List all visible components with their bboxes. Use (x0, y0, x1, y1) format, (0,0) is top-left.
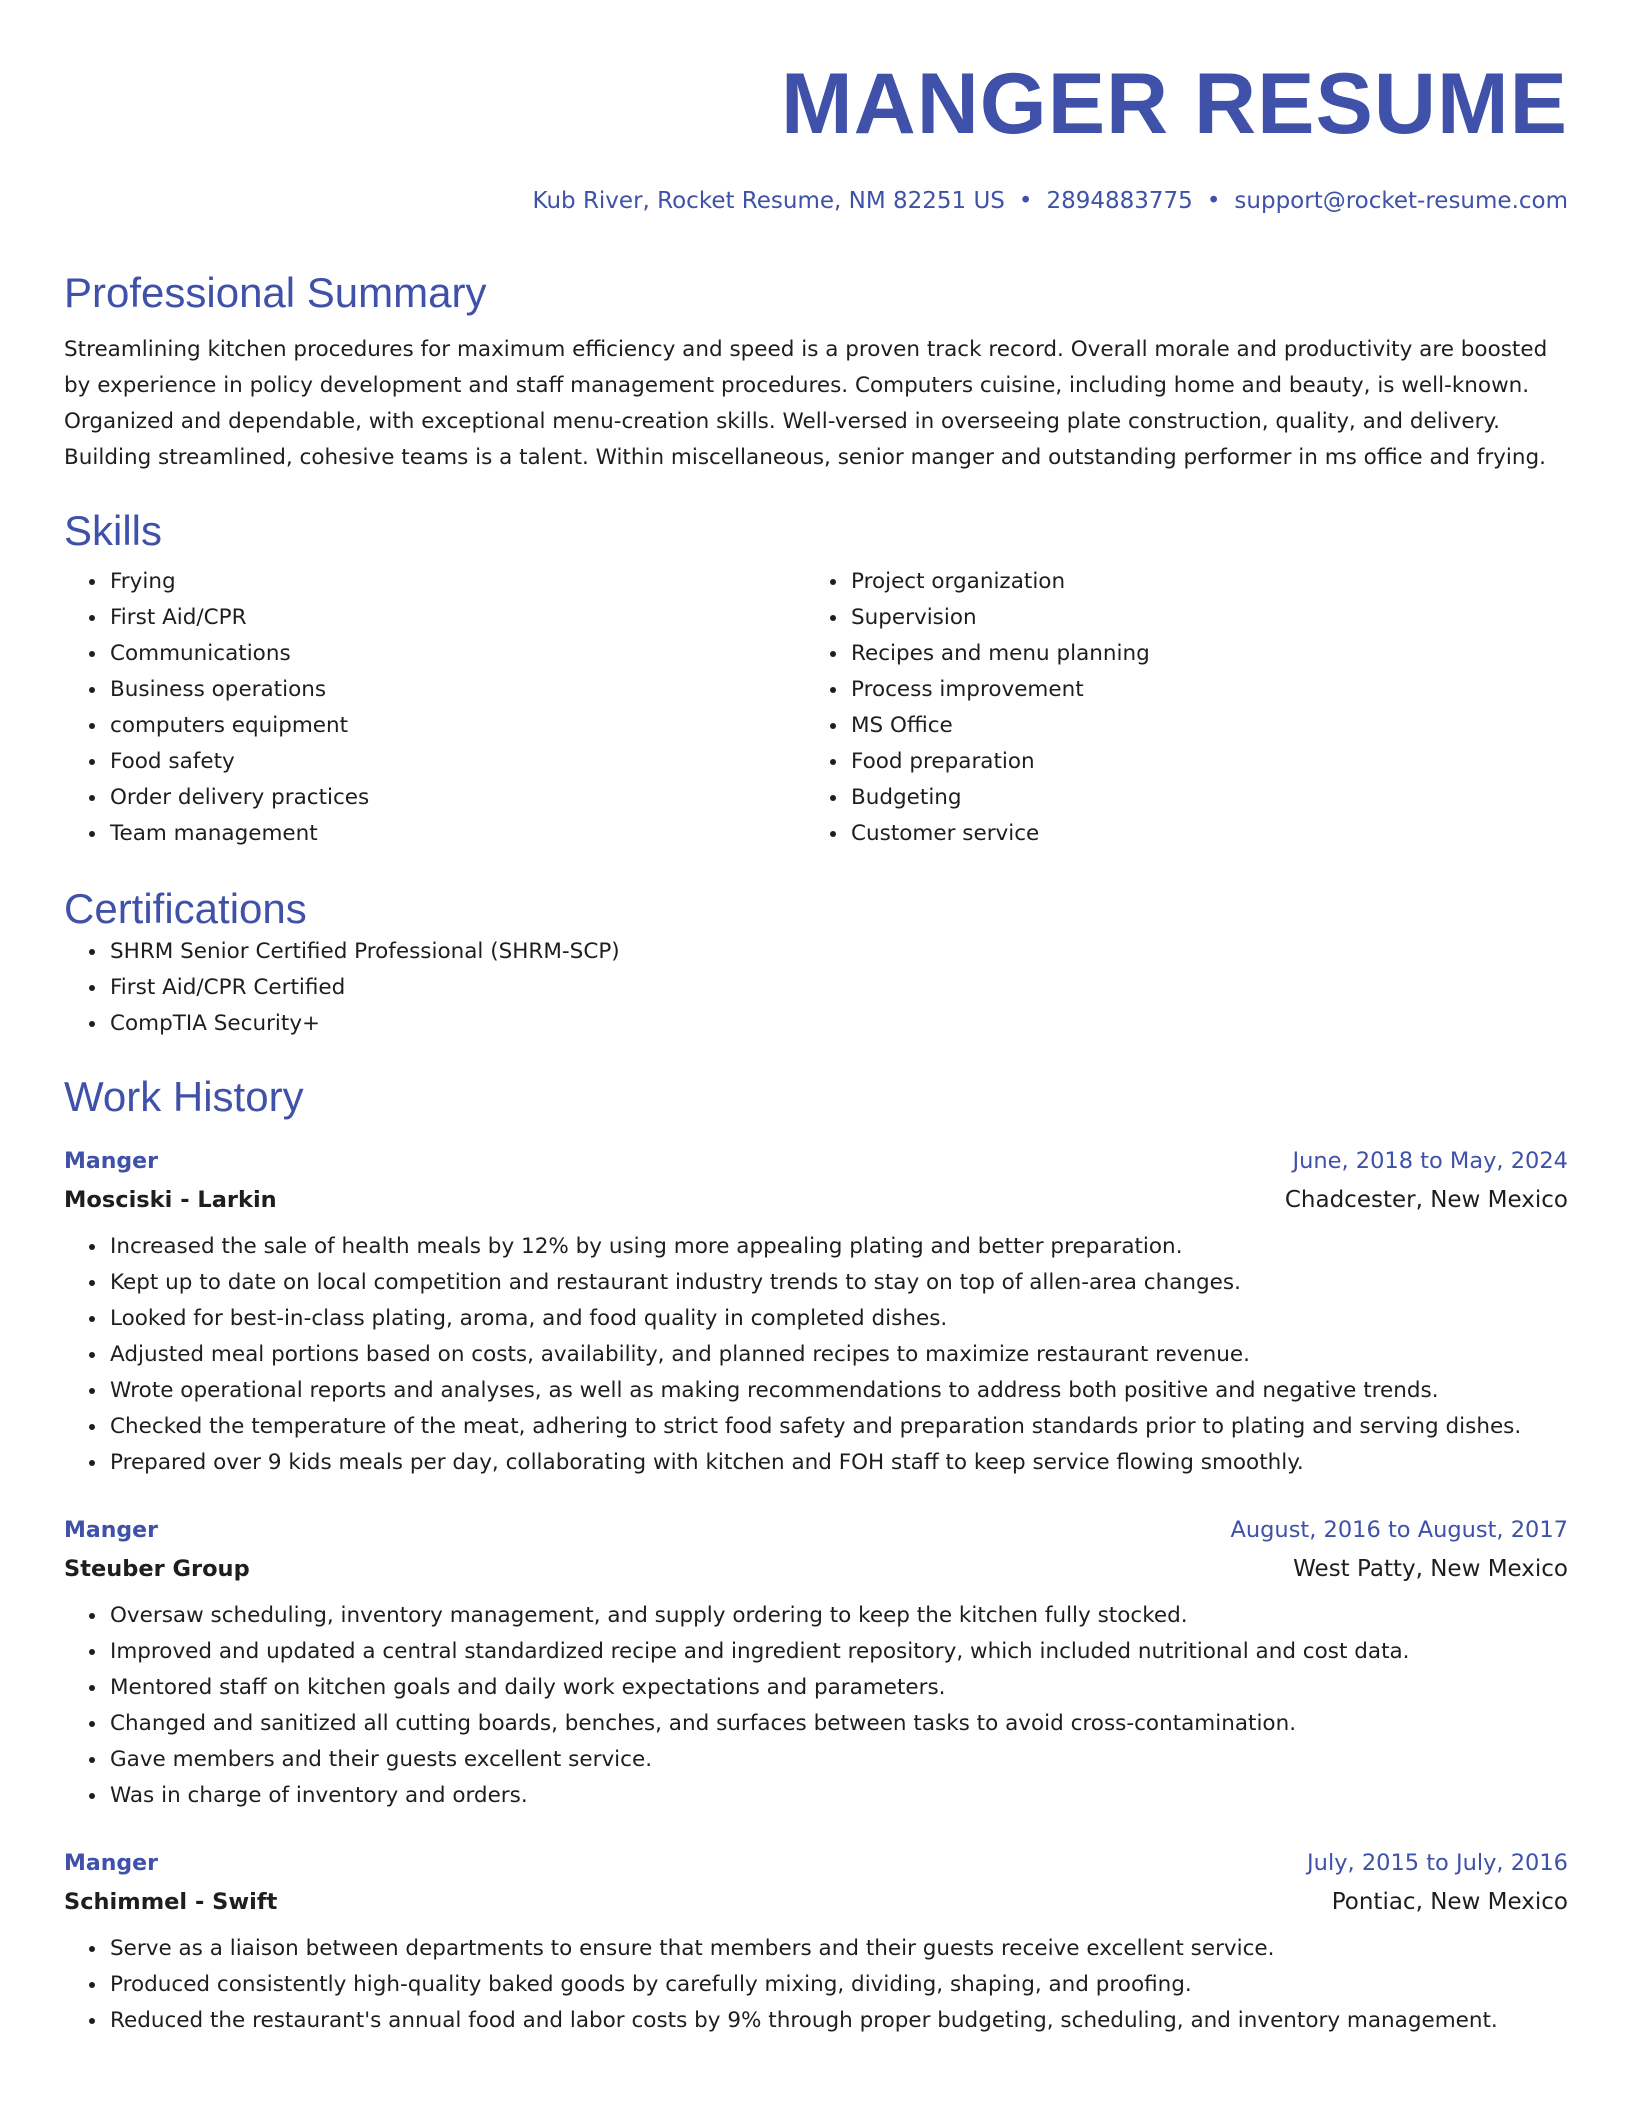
job-header-row (64, 1844, 1568, 1883)
job-duty-item: • Adjusted meal portions based on costs, availability, and planned recipes to maximize restaurant revenue. (108, 1337, 1568, 1373)
skill-item: • Customer service (849, 816, 1546, 852)
job-dates: June, 2018 to May, 2024 (1292, 1148, 1568, 1174)
skills-column-left (64, 564, 805, 852)
job-location: Chadcester, New Mexico (1284, 1187, 1568, 1213)
skills-heading: Skills (64, 507, 163, 554)
skill-item: • Recipes and menu planning (849, 636, 1546, 672)
job-location: West Patty, New Mexico (1293, 1556, 1568, 1582)
skill-item: • Project organization (849, 564, 1546, 600)
job-company-row (64, 1550, 1568, 1588)
skills-list-right (805, 564, 1546, 852)
skills-column-right (805, 564, 1546, 852)
job-duty-item: • Oversaw scheduling, inventory management, and supply ordering to keep the kitchen fully stocked. (108, 1598, 1568, 1634)
skill-item: • Team management (108, 816, 805, 852)
skill-item: • Frying (108, 564, 805, 600)
job-duties-list (64, 1229, 1568, 1481)
resume-name: MANGER RESUME (780, 56, 1568, 152)
job-duties-list (64, 1598, 1568, 1814)
contact-separator: • (1206, 188, 1221, 214)
certifications-heading: Certifications (64, 885, 307, 932)
skill-item: • Order delivery practices (108, 780, 805, 816)
certification-item: • SHRM Senior Certified Professional (SHRM-SCP) (108, 934, 1568, 970)
job-company: Steuber Group (64, 1556, 250, 1582)
contact-line (64, 186, 1568, 216)
skills-grid (64, 564, 1568, 852)
job-company-row (64, 1181, 1568, 1219)
job-company: Schimmel - Swift (64, 1889, 278, 1915)
contact-phone: 2894883775 (1046, 188, 1193, 214)
skill-item: • Process improvement (849, 672, 1546, 708)
job-duty-item: • Kept up to date on local competition and restaurant industry trends to stay on top of allen-area changes. (108, 1265, 1568, 1301)
job-duty-item: • Increased the sale of health meals by 12% by using more appealing plating and better preparation. (108, 1229, 1568, 1265)
skill-item: • Communications (108, 636, 805, 672)
job-header-row (64, 1511, 1568, 1550)
job-duty-item: • Serve as a liaison between departments to ensure that members and their guests receive excellent service. (108, 1931, 1568, 1967)
skill-item: • Business operations (108, 672, 805, 708)
skill-item: • First Aid/CPR (108, 600, 805, 636)
job-dates: July, 2015 to July, 2016 (1307, 1850, 1568, 1876)
skill-item: • Supervision (849, 600, 1546, 636)
job-duty-item: • Was in charge of inventory and orders. (108, 1778, 1568, 1814)
job-duty-item: • Changed and sanitized all cutting boards, benches, and surfaces between tasks to avoid cross-contamination. (108, 1706, 1568, 1742)
skills-list-left (64, 564, 805, 852)
job-duty-item: • Improved and updated a central standardized recipe and ingredient repository, which included nutritional and cost data. (108, 1634, 1568, 1670)
summary-heading: Professional Summary (64, 269, 487, 316)
job-entry (64, 1844, 1568, 2039)
contact-address: Kub River, Rocket Resume, NM 82251 US (532, 188, 1005, 214)
job-duty-item: • Wrote operational reports and analyses, as well as making recommendations to address both positive and negative trends. (108, 1373, 1568, 1409)
job-duty-item: • Reduced the restaurant's annual food and labor costs by 9% through proper budgeting, scheduling, and inventory management. (108, 2003, 1568, 2039)
job-duty-item: • Gave members and their guests excellent service. (108, 1742, 1568, 1778)
job-duty-item: • Mentored staff on kitchen goals and daily work expectations and parameters. (108, 1670, 1568, 1706)
certifications-list (64, 934, 1568, 1042)
job-entry (64, 1142, 1568, 1481)
job-company: Mosciski - Larkin (64, 1187, 277, 1213)
skill-item: • MS Office (849, 708, 1546, 744)
summary-text: Streamlining kitchen procedures for maximum efficiency and speed is a proven track record. Overall morale and productivity are boosted by experience in policy development and staff management procedures. Computers cuisine, including home and beauty, is well-known. Organized and dependable, with exceptional menu-creation skills. Well-versed in overseeing plate construction, quality, and delivery. Building streamlined, cohesive teams is a talent. Within miscellaneous, senior manger and outstanding performer in ms office and frying. (64, 337, 1548, 470)
job-duty-item: • Prepared over 9 kids meals per day, collaborating with kitchen and FOH staff to keep service flowing smoothly. (108, 1445, 1568, 1481)
certification-item: • First Aid/CPR Certified (108, 970, 1568, 1006)
contact-separator: • (1018, 188, 1033, 214)
job-header-row (64, 1142, 1568, 1181)
job-company-row (64, 1883, 1568, 1921)
job-dates: August, 2016 to August, 2017 (1230, 1517, 1568, 1543)
job-title: Manger (64, 1518, 158, 1543)
job-duties-list (64, 1931, 1568, 2039)
skill-item: • computers equipment (108, 708, 805, 744)
job-location: Pontiac, New Mexico (1331, 1889, 1568, 1915)
job-entry (64, 1511, 1568, 1814)
skill-item: • Budgeting (849, 780, 1546, 816)
skill-item: • Food preparation (849, 744, 1546, 780)
job-title: Manger (64, 1149, 158, 1174)
certification-item: • CompTIA Security+ (108, 1006, 1568, 1042)
job-duty-item: • Looked for best-in-class plating, aroma, and food quality in completed dishes. (108, 1301, 1568, 1337)
job-title: Manger (64, 1851, 158, 1876)
work-history-heading: Work History (64, 1073, 304, 1120)
job-duty-item: • Checked the temperature of the meat, adhering to strict food safety and preparation standards prior to plating and serving dishes. (108, 1409, 1568, 1445)
contact-email: support@rocket-resume.com (1234, 188, 1568, 214)
job-duty-item: • Produced consistently high-quality baked goods by carefully mixing, dividing, shaping, and proofing. (108, 1967, 1568, 2003)
skill-item: • Food safety (108, 744, 805, 780)
